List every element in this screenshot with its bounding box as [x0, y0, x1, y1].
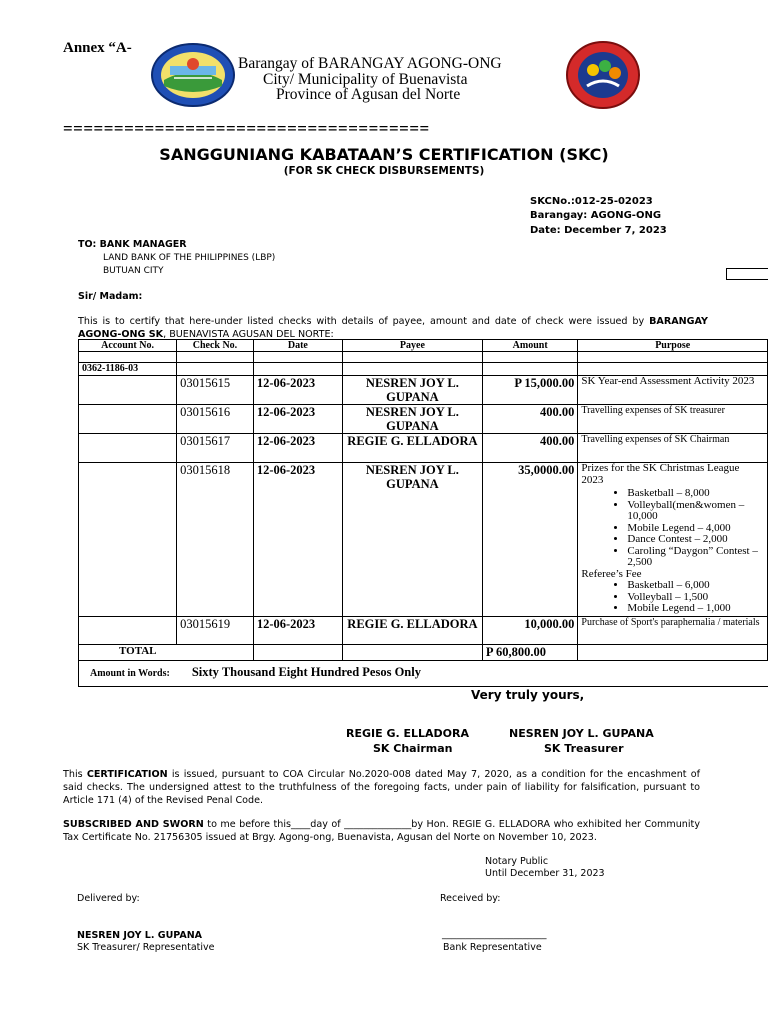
col-check: Check No. [177, 340, 254, 352]
total-label: TOTAL [79, 645, 254, 661]
notary-until: Until December 31, 2023 [485, 868, 605, 879]
check-number: 03015618 [177, 463, 254, 617]
table-row [79, 405, 768, 434]
amount: 400.00 [482, 434, 577, 463]
payee: NESREN JOY L. GUPANA [342, 463, 482, 617]
addressee-to: TO: BANK MANAGER [78, 239, 187, 250]
signatory-treasurer-name: NESREN JOY L. GUPANA [509, 727, 654, 740]
total-row [79, 645, 768, 661]
purpose: Purchase of Sport's paraphernalia / materials [578, 617, 768, 645]
intro-paragraph: This is to certify that here-under listed checks with details of payee, amount and date of check were issued by BARANGAY AGONG-ONG SK, BUENAVISTA AGUSAN DEL NORTE: [78, 316, 708, 340]
purpose: SK Year-end Assessment Activity 2023 [578, 376, 768, 405]
table-header-row [79, 340, 768, 352]
signatory-treasurer-title: SK Treasurer [544, 742, 624, 755]
notary-public: Notary Public [485, 856, 549, 867]
barangay-seal-icon [150, 42, 236, 108]
signatory-chairman-title: SK Chairman [373, 742, 453, 755]
closing-yours: Very truly yours, [471, 688, 585, 702]
purpose: Prizes for the SK Christmas League 2023 [581, 462, 740, 486]
check-date: 12-06-2023 [253, 405, 342, 434]
words-value: Sixty Thousand Eight Hundred Pesos Only [191, 665, 421, 679]
delivered-by-label: Delivered by: [77, 893, 140, 904]
amount-words-row [79, 661, 768, 687]
list-item: • Basketball – 8,000 [627, 488, 764, 500]
payee: NESREN JOY L. GUPANA [342, 376, 482, 405]
skc-number: SKCNo.:012-25-02023 [530, 196, 653, 207]
page-title: SANGGUNIANG KABATAAN’S CERTIFICATION (SKC) [159, 145, 609, 164]
list-item: • Dance Contest – 2,000 [627, 534, 764, 546]
sk-seal-icon [565, 40, 641, 110]
barangay-name: Barangay: AGONG-ONG [530, 210, 662, 221]
deliverer-name: NESREN JOY L. GUPANA [77, 930, 203, 941]
amount: 10,000.00 [482, 617, 577, 645]
checks-table [78, 339, 768, 687]
referee-label: Referee’s Fee [581, 567, 642, 580]
header-rule: ==================================== [63, 119, 430, 138]
purpose-prizes [578, 463, 768, 617]
prize-list [581, 488, 764, 569]
col-payee: Payee [342, 340, 482, 352]
amount: 35,0000.00 [482, 463, 577, 617]
list-item: • Volleyball – 1,500 [627, 592, 764, 604]
table-row [79, 376, 768, 405]
certification-date: Date: December 7, 2023 [530, 225, 667, 236]
list-item: • Volleyball(men&women – 10,000 [627, 500, 764, 523]
check-number: 03015619 [177, 617, 254, 645]
check-date: 12-06-2023 [253, 617, 342, 645]
list-item: • Basketball – 6,000 [627, 580, 764, 592]
signatory-chairman-name: REGIE G. ELLADORA [346, 727, 469, 740]
deliverer-title: SK Treasurer/ Representative [77, 942, 215, 953]
table-spacer-row [79, 352, 768, 363]
account-row [79, 363, 768, 376]
total-amount: P 60,800.00 [482, 645, 577, 661]
city-line: City/ Municipality of Buenavista [263, 71, 468, 88]
check-date: 12-06-2023 [253, 434, 342, 463]
col-amount: Amount [482, 340, 577, 352]
received-by-label: Received by: [440, 893, 501, 904]
addressee-city: BUTUAN CITY [103, 266, 164, 276]
corner-box [726, 268, 768, 280]
addressee-bank: LAND BANK OF THE PHILIPPINES (LBP) [103, 253, 276, 263]
payee: REGIE G. ELLADORA [342, 617, 482, 645]
referee-list [581, 580, 764, 615]
words-label: Amount in Words: [90, 668, 170, 679]
amount: 400.00 [482, 405, 577, 434]
table-row [79, 434, 768, 463]
list-item: • Mobile Legend – 1,000 [627, 603, 764, 615]
col-date: Date [253, 340, 342, 352]
payee: REGIE G. ELLADORA [342, 434, 482, 463]
account-number: 0362-1186-03 [79, 363, 177, 376]
check-date: 12-06-2023 [253, 376, 342, 405]
payee: NESREN JOY L. GUPANA [342, 405, 482, 434]
check-date: 12-06-2023 [253, 463, 342, 617]
barangay-line: Barangay of BARANGAY AGONG-ONG [238, 55, 502, 72]
col-account: Account No. [79, 340, 177, 352]
certification-paragraph: This CERTIFICATION is issued, pursuant to COA Circular No.2020-008 dated May 7, 2020, as a condition for the encashment of said checks. The undersigned attest to the truthfulness of the foregoing facts, under pain of liability for falsification, pursuant to Article 171 (4) of the Revised Penal Code. [63, 769, 700, 806]
table-row [79, 617, 768, 645]
check-number: 03015616 [177, 405, 254, 434]
check-number: 03015617 [177, 434, 254, 463]
receiver-title: Bank Representative [443, 942, 542, 953]
salutation: Sir/ Madam: [78, 291, 143, 302]
amount: P 15,000.00 [482, 376, 577, 405]
table-row [79, 463, 768, 617]
list-item: • Caroling “Daygon” Contest – 2,500 [627, 546, 764, 569]
purpose: Travelling expenses of SK treasurer [578, 405, 768, 434]
col-purpose: Purpose [578, 340, 768, 352]
check-number: 03015615 [177, 376, 254, 405]
list-item: • Mobile Legend – 4,000 [627, 523, 764, 535]
annex-label: Annex “A- [63, 40, 132, 56]
page-subtitle: (FOR SK CHECK DISBURSEMENTS) [283, 165, 485, 177]
receiver-signature-line: ______________________ [442, 929, 547, 940]
province-line: Province of Agusan del Norte [276, 86, 461, 103]
sworn-paragraph: SUBSCRIBED AND SWORN to me before this____day of ______________by Hon. REGIE G. ELLADORA who exhibited her Community Tax Certificate No. 21756305 issued at Brgy. Agong-ong, Buenavista, Agusan del Norte on November 10, 2023. [63, 819, 700, 843]
purpose: Travelling expenses of SK Chairman [578, 434, 768, 463]
